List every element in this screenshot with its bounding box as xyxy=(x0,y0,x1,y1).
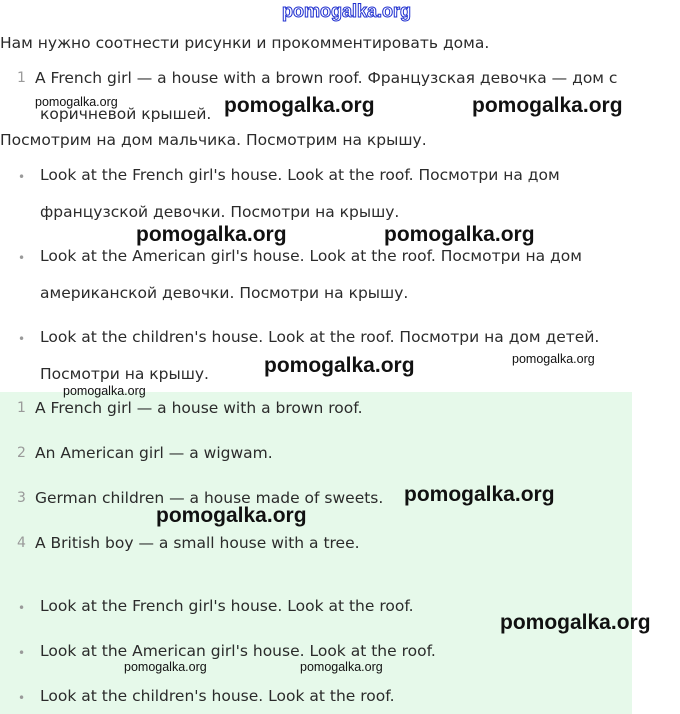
answer-item-4: A British boy — a small house with a tree. xyxy=(35,534,360,552)
answer-bullet-3: Look at the children's house. Look at the roof. xyxy=(40,687,395,705)
watermark: pomogalka.org xyxy=(500,611,651,634)
bullet-1-line-2: французской девочки. Посмотри на крышу. xyxy=(40,203,400,221)
bullet-2-line-1: Look at the American girl's house. Look at the roof. Посмотри на дом xyxy=(40,247,582,265)
watermark: pomogalka.org xyxy=(156,504,307,527)
bullet-dot: • xyxy=(18,601,26,615)
answer-item-2: An American girl — a wigwam. xyxy=(35,444,273,462)
watermark: pomogalka.org xyxy=(224,94,375,117)
watermark: pomogalka.org xyxy=(300,660,383,674)
answer-number: 3 xyxy=(17,490,26,506)
watermark: pomogalka.org xyxy=(35,95,118,109)
bullet-3-line-2: Посмотри на крышу. xyxy=(40,365,209,383)
bullet-dot: • xyxy=(18,332,26,346)
answer-item-3: German children — a house made of sweets. xyxy=(35,489,384,507)
answer-item-1: A French girl — a house with a brown roof. xyxy=(35,399,363,417)
watermark: pomogalka.org xyxy=(404,483,555,506)
watermark: pomogalka.org xyxy=(384,223,535,246)
answer-number: 2 xyxy=(17,445,26,461)
bullet-3-line-1: Look at the children's house. Look at the roof. Посмотри на дом детей. xyxy=(40,328,600,346)
watermark: pomogalka.org xyxy=(512,352,595,366)
watermark: pomogalka.org xyxy=(264,354,415,377)
answer-number: 4 xyxy=(17,535,26,551)
answer-bullet-2: Look at the American girl's house. Look at the roof. xyxy=(40,642,436,660)
watermark: pomogalka.org xyxy=(136,223,287,246)
intro2-text: Посмотрим на дом мальчика. Посмотрим на крышу. xyxy=(0,131,427,149)
bullet-dot: • xyxy=(18,646,26,660)
bullet-2-line-2: американской девочки. Посмотри на крышу. xyxy=(40,284,409,302)
bullet-1-line-1: Look at the French girl's house. Look at the roof. Посмотри на дом xyxy=(40,166,560,184)
bullet-dot: • xyxy=(18,170,26,184)
watermark: pomogalka.org xyxy=(124,660,207,674)
watermark: pomogalka.org xyxy=(472,94,623,117)
watermark-top: pomogalka.org xyxy=(282,1,412,21)
task-line-2: коричневой крышей. xyxy=(40,105,212,123)
answer-bullet-1: Look at the French girl's house. Look at the roof. xyxy=(40,597,414,615)
task-number: 1 xyxy=(17,70,26,86)
task-line-1: A French girl — a house with a brown roof. Французская девочка — дом с xyxy=(35,69,618,87)
watermark: pomogalka.org xyxy=(63,384,146,398)
intro-text: Нам нужно соотнести рисунки и прокомментировать дома. xyxy=(0,34,490,52)
answer-number: 1 xyxy=(17,400,26,416)
bullet-dot: • xyxy=(18,251,26,265)
bullet-dot: • xyxy=(18,691,26,705)
